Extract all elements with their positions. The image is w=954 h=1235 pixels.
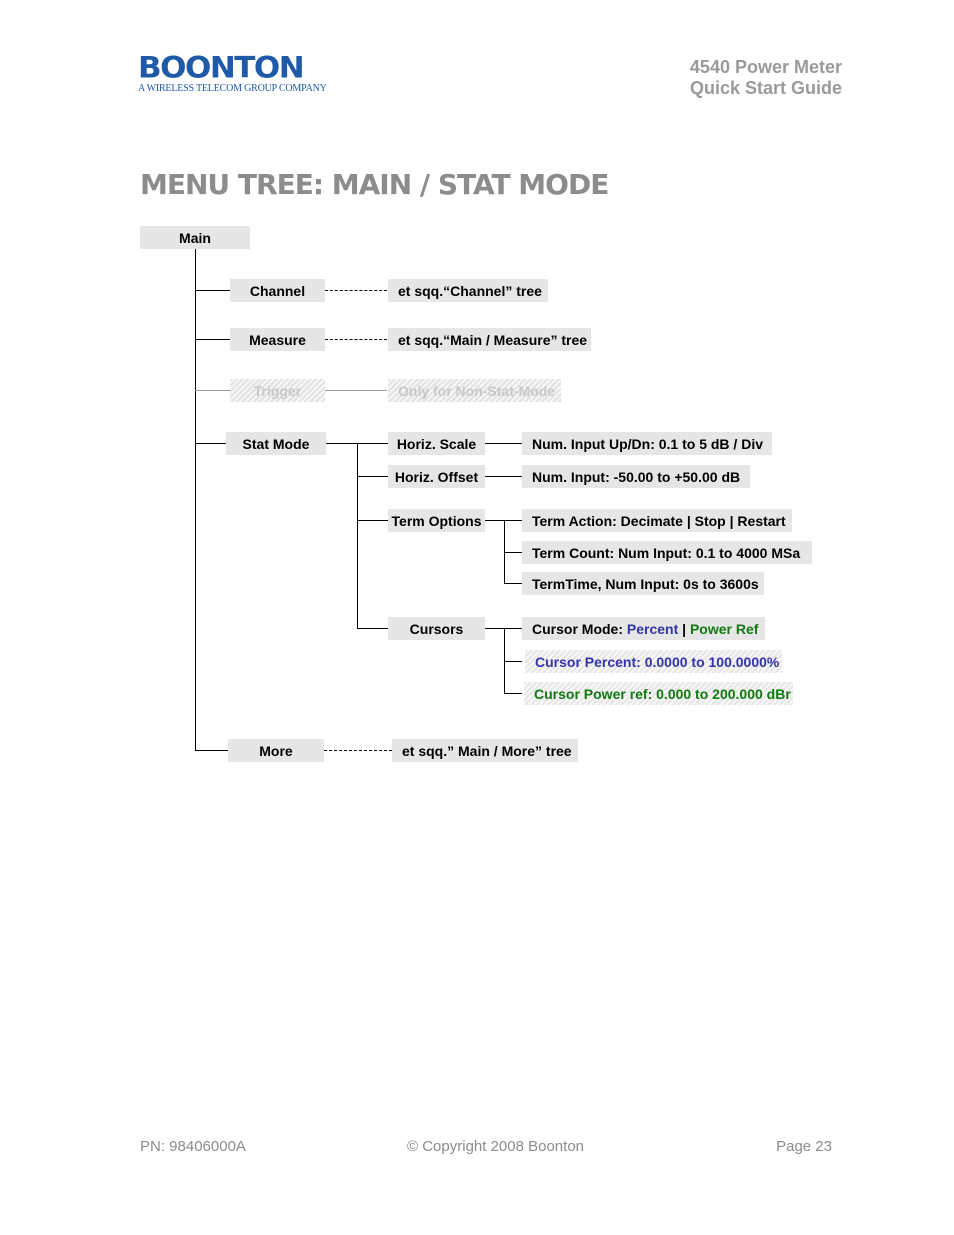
menu-node-channel: Channel: [230, 279, 325, 302]
connector-term-count: [504, 552, 522, 553]
connector-stat-mode: [195, 443, 230, 444]
document-title: [690, 57, 842, 99]
measure-tree-reference: et sqq.“Main / Measure” tree: [388, 328, 591, 351]
menu-node-measure: Measure: [230, 328, 325, 351]
connector-channel: [195, 290, 230, 291]
connector-term-options: [357, 520, 388, 521]
footer-page-number: Page 23: [776, 1138, 832, 1155]
stat-mode-branch-line: [357, 443, 358, 629]
menu-node-main: Main: [140, 226, 250, 249]
term-time-description: TermTime, Num Input: 0s to 3600s: [522, 572, 764, 595]
menu-node-horiz-offset: Horiz. Offset: [388, 465, 485, 488]
horiz-scale-description: Num. Input Up/Dn: 0.1 to 5 dB / Div: [522, 432, 772, 455]
link-trigger-note: [325, 390, 387, 391]
connector-more: [195, 750, 230, 751]
logo-tagline: A WIRELESS TELECOM GROUP COMPANY: [138, 83, 327, 94]
logo-wordmark: BOONTON: [138, 50, 304, 86]
connector-measure: [195, 339, 230, 340]
dashed-link-measure: [325, 339, 387, 340]
trigger-note: Only for Non-Stat-Mode: [388, 379, 561, 402]
main-trunk-line: [195, 249, 196, 751]
document-title-line1: 4540 Power Meter: [689, 57, 842, 77]
connector-trigger: [195, 390, 230, 391]
horiz-offset-description: Num. Input: -50.00 to +50.00 dB: [522, 465, 750, 488]
dashed-link-more: [324, 750, 392, 751]
cursor-percent-description: Cursor Percent: 0.0000 to 100.0000%: [525, 650, 782, 673]
dashed-link-channel: [325, 290, 387, 291]
document-title-line2: Quick Start Guide: [689, 78, 842, 98]
connector-cursor-power-ref: [504, 693, 522, 694]
footer-part-number: PN: 98406000A: [140, 1138, 246, 1155]
more-tree-reference: et sqq.” Main / More” tree: [392, 739, 578, 762]
boonton-logo: [138, 50, 328, 96]
connector-term-time: [504, 583, 522, 584]
menu-node-stat-mode: Stat Mode: [226, 432, 326, 455]
cursor-mode-separator: |: [678, 620, 690, 637]
cursor-mode-power-ref: Power Ref: [689, 620, 759, 637]
cursor-mode-label: Cursor Mode:: [532, 620, 627, 637]
cursor-mode-percent: Percent: [626, 620, 679, 637]
connector-cursor-percent: [504, 661, 522, 662]
term-action-description: Term Action: Decimate | Stop | Restart: [522, 509, 792, 532]
menu-node-cursors: Cursors: [388, 617, 485, 640]
connector-horiz-offset: [357, 476, 388, 477]
menu-node-horiz-scale: Horiz. Scale: [388, 432, 485, 455]
channel-tree-reference: et sqq.“Channel” tree: [388, 279, 548, 302]
footer-copyright: © Copyright 2008 Boonton: [407, 1138, 585, 1155]
menu-node-trigger: Trigger: [230, 379, 325, 402]
term-count-description: Term Count: Num Input: 0.1 to 4000 MSa: [522, 541, 812, 564]
connector-cursors: [357, 628, 388, 629]
connector-offset-desc: [485, 476, 522, 477]
page-heading: MENU TREE: MAIN / STAT MODE: [140, 168, 609, 201]
cursor-power-ref-description: Cursor Power ref: 0.000 to 200.000 dBr: [524, 682, 793, 705]
menu-node-term-options: Term Options: [388, 509, 485, 532]
menu-node-more: More: [228, 739, 324, 762]
cursor-mode-description: [522, 617, 765, 640]
connector-scale-desc: [485, 443, 522, 444]
